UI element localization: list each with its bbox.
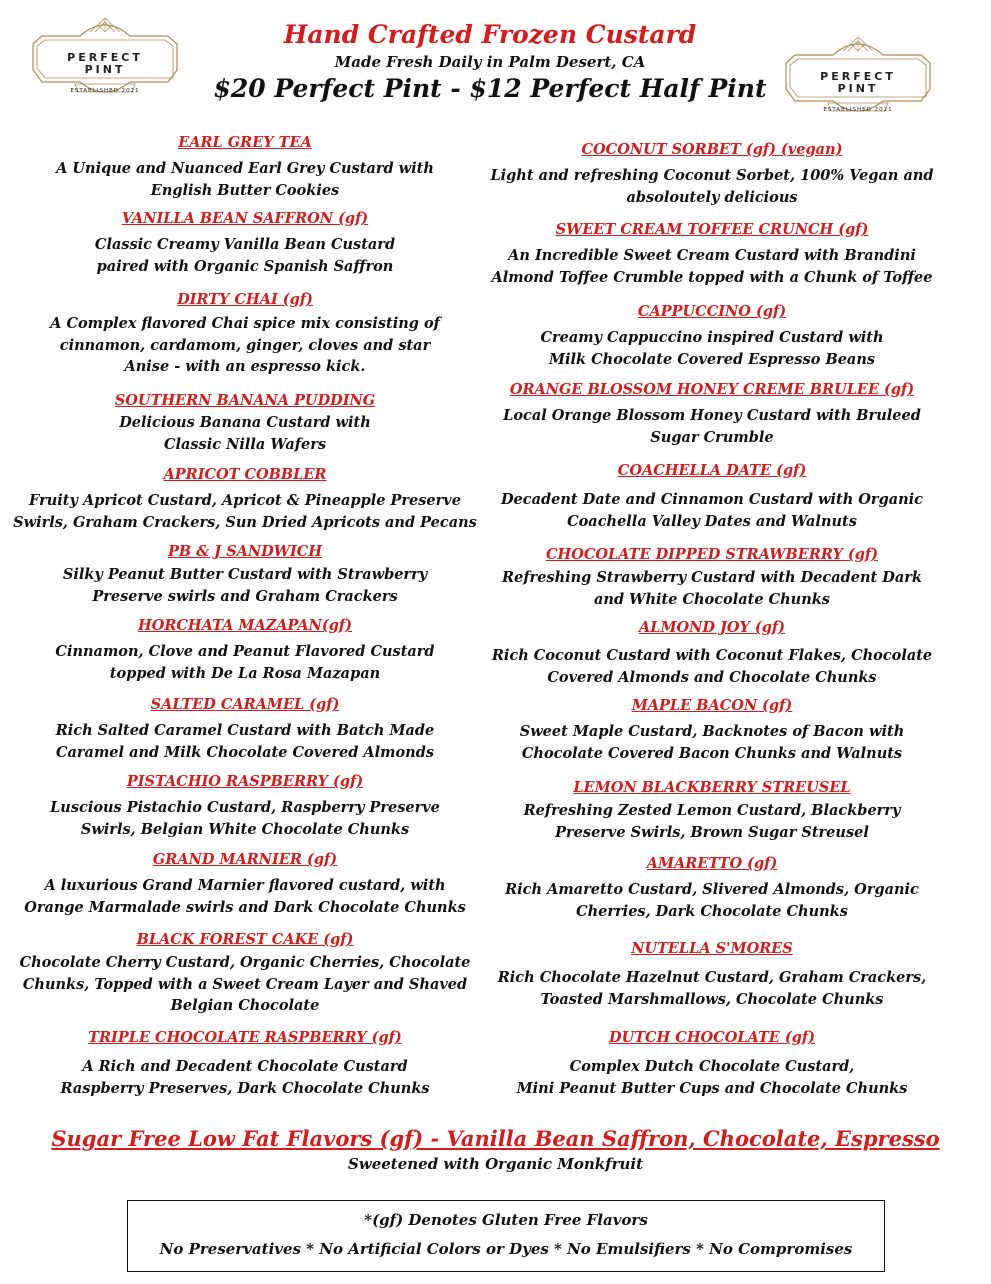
flavor-name: COACHELLA DATE (gf) [617, 462, 807, 479]
flavor-description [5, 490, 485, 533]
flavor-item [5, 542, 485, 607]
desc-line: A Complex flavored Chai spice mix consisting of [50, 315, 440, 332]
desc-line: Delicious Banana Custard with [119, 414, 371, 431]
desc-line: Cherries, Dark Chocolate Chunks [576, 902, 848, 920]
flavor-description [5, 952, 485, 1017]
menu-prices: $20 Perfect Pint - $12 Perfect Half Pint [213, 74, 767, 103]
flavor-name: ORANGE BLOSSOM HONEY CREME BRULEE (gf) [509, 381, 915, 398]
flavor-item [478, 939, 946, 1010]
flavor-description [5, 797, 485, 840]
desc-line: Preserve Swirls, Brown Sugar Streusel [555, 823, 869, 841]
desc-line: Decadent Date and Cinnamon Custard with Organic [500, 491, 923, 508]
desc-line: A luxurious Grand Marnier flavored custard, with [44, 877, 446, 894]
desc-line: Classic Creamy Vanilla Bean Custard [94, 236, 396, 253]
flavor-name: SWEET CREAM TOFFEE CRUNCH (gf) [555, 221, 869, 238]
flavor-name: NUTELLA S'MORES [631, 940, 793, 957]
flavor-item [5, 209, 485, 277]
flavor-name: GRAND MARNIER (gf) [152, 851, 338, 868]
desc-line: Milk Chocolate Covered Espresso Beans [548, 350, 876, 368]
desc-line: Chocolate Cherry Custard, Organic Cherries, Chocolate [19, 954, 471, 971]
flavor-description [478, 489, 946, 532]
desc-line: Sweet Maple Custard, Backnotes of Bacon with [519, 723, 905, 740]
flavor-item [478, 1028, 946, 1099]
menu-footer [0, 1124, 991, 1174]
desc-line: Complex Dutch Chocolate Custard, [569, 1058, 855, 1075]
flavor-name: SALTED CARAMEL (gf) [150, 696, 340, 713]
flavor-item [5, 930, 485, 1017]
desc-line: Creamy Cappuccino inspired Custard with [540, 329, 884, 346]
flavor-item [478, 461, 946, 532]
perfect-pint-logo [30, 12, 180, 102]
flavor-name: ALMOND JOY (gf) [639, 619, 785, 636]
desc-line: Luscious Pistachio Custard, Raspberry Preserve [50, 799, 440, 816]
flavor-item [478, 618, 946, 688]
flavor-item [5, 1028, 485, 1099]
desc-line: Coachella Valley Dates and Walnuts [567, 512, 857, 530]
flavor-description [478, 165, 946, 208]
flavor-description [478, 879, 946, 922]
flavor-name: EARL GREY TEA [178, 134, 312, 151]
desc-line: A Rich and Decadent Chocolate Custard [82, 1058, 408, 1075]
flavor-name: HORCHATA MAZAPAN(gf) [138, 617, 352, 634]
flavor-name: AMARETTO (gf) [646, 855, 778, 872]
desc-line: Chunks, Topped with a Sweet Cream Layer and Shaved [22, 975, 468, 993]
flavor-description [478, 967, 946, 1010]
desc-line: and White Chocolate Chunks [594, 590, 830, 608]
desc-line: paired with Organic Spanish Saffron [96, 257, 394, 275]
desc-line: Rich Coconut Custard with Coconut Flakes, Chocolate [491, 647, 933, 664]
flavor-description [478, 245, 946, 288]
desc-line: Swirls, Belgian White Chocolate Chunks [80, 820, 410, 838]
flavor-description [5, 641, 485, 684]
desc-line: Rich Chocolate Hazelnut Custard, Graham Crackers, [497, 969, 927, 986]
logo-text-pint: PINT [84, 63, 126, 76]
flavor-description [5, 720, 485, 763]
flavor-description [478, 1056, 946, 1099]
desc-line: topped with De La Rosa Mazapan [109, 664, 381, 682]
flavor-name: BLACK FOREST CAKE (gf) [136, 931, 354, 948]
logo-text-pint: PINT [837, 82, 879, 95]
flavor-item [478, 545, 946, 610]
flavor-description [478, 567, 946, 610]
flavor-description [478, 721, 946, 764]
desc-line: Raspberry Preserves, Dark Chocolate Chunks [60, 1079, 430, 1097]
flavor-description [5, 158, 485, 201]
desc-line: Chocolate Covered Bacon Chunks and Walnuts [521, 744, 903, 762]
flavor-description [478, 327, 946, 370]
flavor-name: MAPLE BACON (gf) [631, 697, 793, 714]
flavor-item [5, 616, 485, 684]
desc-line: Belgian Chocolate [170, 997, 320, 1014]
flavor-item [5, 290, 485, 378]
perfect-pint-logo [783, 31, 933, 121]
logo-established: ESTABLISHED 2021 [70, 88, 140, 94]
flavor-item [5, 133, 485, 201]
flavor-name: DUTCH CHOCOLATE (gf) [609, 1029, 815, 1046]
desc-line: Local Orange Blossom Honey Custard with Bruleed [503, 407, 921, 424]
desc-line: Sugar Crumble [650, 428, 774, 446]
flavor-name: LEMON BLACKBERRY STREUSEL [573, 779, 851, 796]
desc-line: Preserve swirls and Graham Crackers [92, 587, 398, 605]
flavor-item [478, 302, 946, 370]
flavor-name: CHOCOLATE DIPPED STRAWBERRY (gf) [545, 546, 878, 563]
flavor-name: PB & J SANDWICH [167, 543, 323, 560]
logo-text-perfect: PERFECT [820, 70, 896, 83]
desc-line: cinnamon, cardamom, ginger, cloves and star [59, 336, 431, 354]
desc-line: Classic Nilla Wafers [163, 435, 327, 453]
flavor-name: SOUTHERN BANANA PUDDING [114, 392, 376, 409]
flavor-item [478, 854, 946, 922]
flavor-item [478, 220, 946, 288]
desc-line: An Incredible Sweet Cream Custard with Brandini [508, 247, 916, 264]
flavor-name: APRICOT COBBLER [163, 466, 327, 483]
desc-line: Fruity Apricot Custard, Apricot & Pineapple Preserve [29, 492, 461, 509]
desc-line: English Butter Cookies [150, 181, 340, 199]
flavor-description [5, 564, 485, 607]
gluten-free-note: *(gf) Denotes Gluten Free Flavors [364, 1211, 648, 1229]
flavor-description [5, 1056, 485, 1099]
desc-line: Almond Toffee Crumble topped with a Chunk of Toffee [491, 268, 933, 286]
desc-line: Rich Amaretto Custard, Slivered Almonds, Organic [505, 881, 919, 898]
flavor-description [5, 875, 485, 918]
desc-line: Mini Peanut Butter Cups and Chocolate Chunks [516, 1079, 908, 1097]
menu-subtitle: Made Fresh Daily in Palm Desert, CA [334, 53, 646, 71]
flavor-description [478, 405, 946, 448]
flavor-item [5, 391, 485, 455]
desc-line: A Unique and Nuanced Earl Grey Custard with [56, 160, 434, 177]
flavor-description [5, 313, 485, 378]
desc-line: Swirls, Graham Crackers, Sun Dried Apricots and Pecans [13, 513, 477, 531]
desc-line: Cinnamon, Clove and Peanut Flavored Custard [55, 643, 435, 660]
flavor-item [5, 772, 485, 840]
desc-line: Toasted Marshmallows, Chocolate Chunks [540, 990, 884, 1008]
desc-line: Anise - with an espresso kick. [124, 358, 366, 375]
flavor-item [5, 695, 485, 763]
no-compromises-note: No Preservatives * No Artificial Colors or Dyes * No Emulsifiers * No Compromises [159, 1240, 853, 1258]
flavor-item [478, 380, 946, 448]
desc-line: Covered Almonds and Chocolate Chunks [547, 668, 877, 686]
flavor-item [5, 465, 485, 533]
flavor-description [5, 412, 485, 455]
desc-line: Light and refreshing Coconut Sorbet, 100% Vegan and [490, 167, 934, 184]
desc-line: Rich Salted Caramel Custard with Batch Made [55, 722, 435, 739]
desc-line: Caramel and Milk Chocolate Covered Almonds [55, 743, 435, 761]
logo-text-perfect: PERFECT [67, 51, 143, 64]
flavor-item [478, 140, 946, 208]
flavor-description [478, 645, 946, 688]
desc-line: Refreshing Strawberry Custard with Decadent Dark [502, 569, 922, 586]
menu-title: Hand Crafted Frozen Custard [283, 20, 697, 49]
flavor-name: CAPPUCCINO (gf) [637, 303, 787, 320]
flavor-description [478, 800, 946, 843]
desc-line: Silky Peanut Butter Custard with Strawberry [62, 566, 428, 583]
sweetened-note: Sweetened with Organic Monkfruit [347, 1155, 644, 1173]
sugar-free-flavors: Sugar Free Low Fat Flavors (gf) - Vanilla Bean Saffron, Chocolate, Espresso [51, 1126, 940, 1151]
flavor-item [5, 850, 485, 918]
flavor-description [5, 234, 485, 277]
flavor-name: TRIPLE CHOCOLATE RASPBERRY (gf) [88, 1029, 402, 1046]
flavor-name: COCONUT SORBET (gf) (vegan) [581, 141, 843, 158]
flavor-name: VANILLA BEAN SAFFRON (gf) [121, 210, 369, 227]
flavor-name: DIRTY CHAI (gf) [177, 291, 313, 308]
flavor-item [478, 778, 946, 843]
menu-header [190, 18, 790, 105]
notice-box [127, 1200, 885, 1272]
logo-established: ESTABLISHED 2021 [823, 107, 893, 113]
flavor-name: PISTACHIO RASPBERRY (gf) [126, 773, 364, 790]
desc-line: Refreshing Zested Lemon Custard, Blackberry [523, 802, 901, 819]
flavor-item [478, 696, 946, 764]
desc-line: Orange Marmalade swirls and Dark Chocolate Chunks [24, 898, 466, 916]
desc-line: absoloutely delicious [626, 188, 798, 206]
